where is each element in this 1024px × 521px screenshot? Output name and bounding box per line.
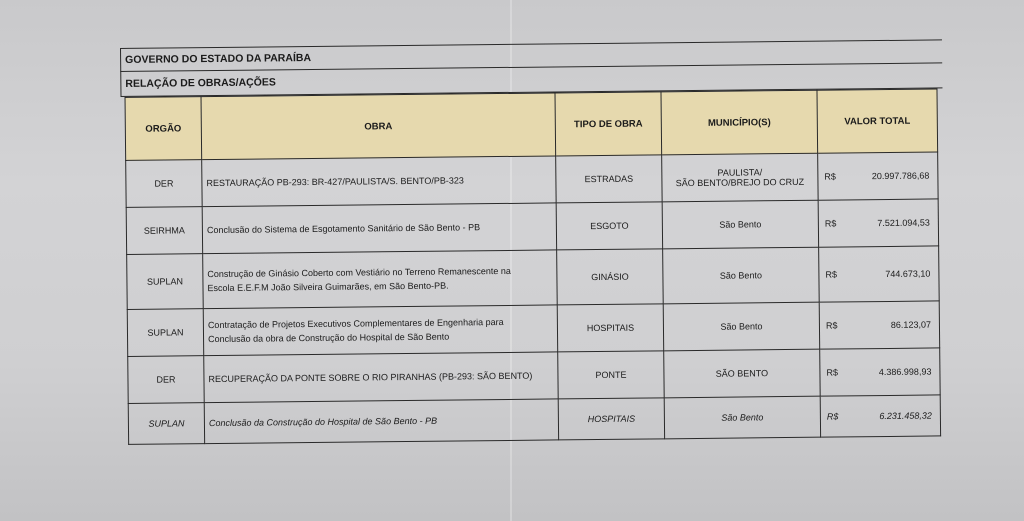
cell-municipio: São Bento bbox=[663, 302, 819, 351]
table-row bbox=[126, 152, 938, 208]
cell-orgao: SUPLAN bbox=[127, 309, 203, 357]
obra-line: Construção de Ginásio Coberto com Vestiário no Terreno Remanescente na bbox=[207, 265, 511, 280]
cell-municipio: São Bento bbox=[664, 396, 820, 439]
obra-line: Contratação de Projetos Executivos Complementares de Engenharia para bbox=[207, 316, 504, 331]
table-row bbox=[127, 301, 939, 357]
cell-tipo: ESGOTO bbox=[556, 202, 662, 250]
municipio-line: SÃO BENTO/BREJO DO CRUZ bbox=[675, 176, 805, 189]
currency-symbol: R$ bbox=[826, 367, 839, 378]
currency-symbol: R$ bbox=[825, 269, 837, 280]
header-works-list: RELAÇÃO DE OBRAS/AÇÕES bbox=[120, 62, 942, 97]
valor-amount: 4.386.998,93 bbox=[878, 366, 932, 378]
cell-obra bbox=[203, 250, 558, 309]
cell-orgao: DER bbox=[126, 160, 202, 208]
currency-symbol: R$ bbox=[824, 171, 836, 182]
cell-tipo: HOSPITAIS bbox=[558, 398, 664, 440]
valor-amount: 6.231.458,32 bbox=[879, 410, 932, 422]
cell-obra: Conclusão da Construção do Hospital de São Bento - PB bbox=[204, 399, 558, 444]
cell-obra: Conclusão do Sistema de Esgotamento Sanitário de São Bento - PB bbox=[202, 203, 556, 254]
cell-municipio: São Bento bbox=[663, 247, 820, 304]
cell-municipio: SÃO BENTO bbox=[664, 349, 820, 398]
cell-tipo: ESTRADAS bbox=[556, 155, 662, 203]
cell-valor bbox=[819, 246, 940, 302]
table-header-row bbox=[125, 89, 938, 160]
cell-valor bbox=[819, 301, 939, 349]
valor-amount: 7.521.094,53 bbox=[877, 217, 930, 229]
cell-obra: RECUPERAÇÃO DA PONTE SOBRE O RIO PIRANHAS (PB-293: SÃO BENTO) bbox=[204, 352, 558, 403]
column-header-valor: VALOR TOTAL bbox=[817, 89, 938, 153]
currency-symbol: R$ bbox=[825, 320, 838, 331]
cell-valor bbox=[818, 199, 938, 247]
cell-obra: RESTAURAÇÃO PB-293: BR-427/PAULISTA/S. BENTO/PB-323 bbox=[202, 156, 556, 207]
column-header-orgao: ORGÃO bbox=[125, 97, 202, 161]
table-row bbox=[126, 199, 938, 255]
cell-orgao: SEIRHMA bbox=[126, 207, 202, 255]
currency-symbol: R$ bbox=[826, 411, 839, 422]
column-header-municipio: MUNICÍPIO(S) bbox=[661, 90, 818, 155]
currency-symbol: R$ bbox=[824, 218, 837, 229]
obra-line: Escola E.E.F.M João Silveira Guimarães, em São Bento-PB. bbox=[207, 280, 449, 294]
obra-line: Conclusão da obra de Construção do Hospital de São Bento bbox=[208, 331, 450, 345]
cell-tipo: PONTE bbox=[558, 351, 664, 399]
municipio-line: PAULISTA/ bbox=[717, 167, 763, 178]
cell-orgao: SUPLAN bbox=[127, 254, 204, 310]
works-table bbox=[125, 88, 942, 444]
cell-tipo: GINÁSIO bbox=[557, 249, 664, 305]
document bbox=[120, 39, 946, 445]
table-row bbox=[128, 348, 940, 404]
cell-orgao: DER bbox=[128, 356, 204, 404]
cell-valor bbox=[818, 152, 938, 200]
valor-amount: 20.997.786,68 bbox=[871, 170, 930, 182]
cell-orgao: SUPLAN bbox=[128, 403, 204, 445]
column-header-obra: OBRA bbox=[201, 93, 556, 160]
column-header-tipo: TIPO DE OBRA bbox=[555, 92, 662, 156]
header-government: GOVERNO DO ESTADO DA PARAÍBA bbox=[120, 39, 942, 71]
cell-valor bbox=[820, 348, 940, 396]
valor-amount: 86.123,07 bbox=[890, 319, 931, 330]
table-row bbox=[128, 395, 940, 445]
cell-municipio bbox=[662, 153, 818, 202]
cell-municipio: São Bento bbox=[662, 200, 818, 249]
table-row bbox=[127, 246, 940, 310]
cell-valor bbox=[820, 395, 940, 437]
cell-tipo: HOSPITAIS bbox=[557, 304, 663, 352]
cell-obra bbox=[203, 305, 557, 356]
valor-amount: 744.673,10 bbox=[885, 268, 931, 279]
